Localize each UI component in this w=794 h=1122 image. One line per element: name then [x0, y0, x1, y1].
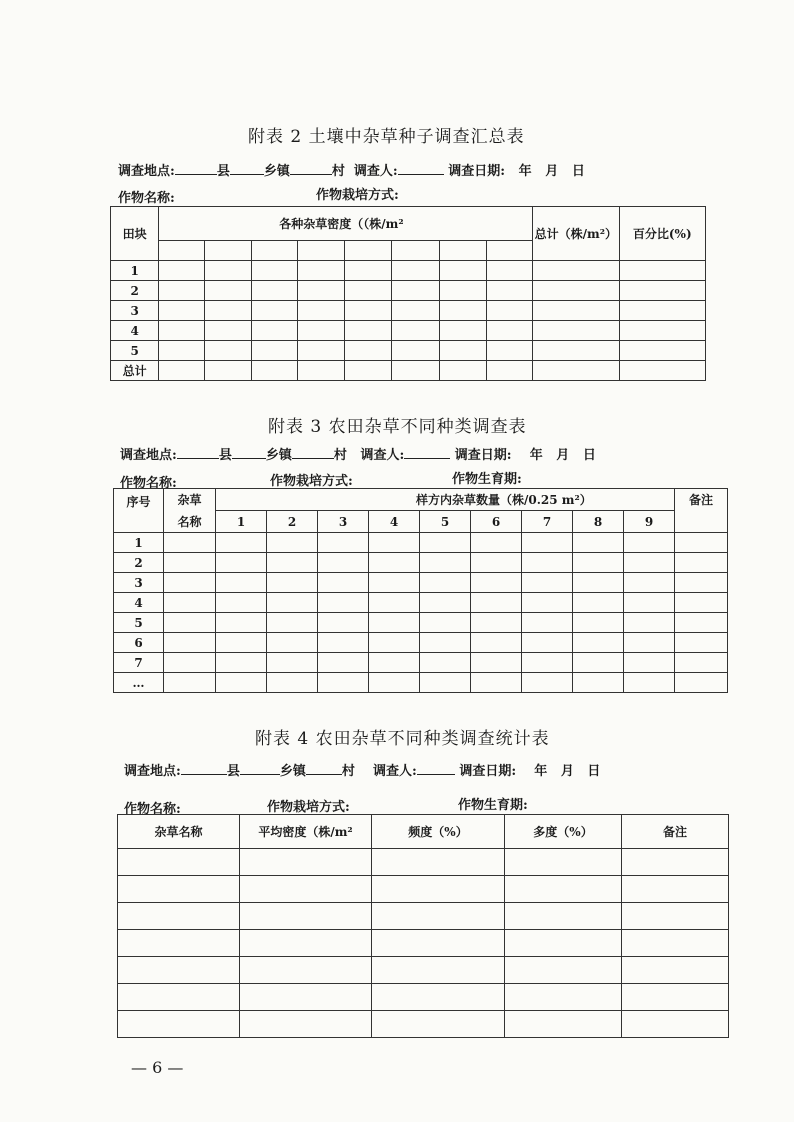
table-cell: 1 — [216, 511, 267, 533]
table-cell[interactable] — [420, 633, 471, 653]
table-cell[interactable] — [622, 849, 729, 876]
method-label: 作物栽培方式: — [270, 474, 353, 489]
table-cell: 1 — [111, 261, 159, 281]
header-percent: 百分比(%) — [619, 207, 706, 261]
table2-method-line — [316, 184, 399, 203]
table-cell[interactable] — [505, 876, 622, 903]
table-cell[interactable] — [251, 361, 297, 381]
table-cell[interactable] — [318, 613, 369, 633]
table-cell[interactable] — [345, 241, 392, 261]
table-cell[interactable] — [533, 321, 619, 341]
table-cell[interactable] — [240, 930, 372, 957]
village-blank[interactable] — [306, 762, 342, 775]
table-row — [118, 984, 729, 1011]
header-dominance: 多度（%） — [505, 815, 622, 849]
table-cell[interactable] — [624, 553, 675, 573]
table-cell[interactable] — [267, 633, 318, 653]
town-blank[interactable] — [232, 446, 266, 459]
table-cell[interactable] — [267, 553, 318, 573]
location-label: 调查地点: — [118, 164, 175, 179]
table-cell[interactable] — [505, 984, 622, 1011]
table-cell[interactable] — [522, 673, 573, 693]
table-cell[interactable] — [675, 653, 728, 673]
table-cell[interactable] — [486, 341, 532, 361]
table-cell[interactable] — [533, 261, 619, 281]
table-cell[interactable] — [471, 593, 522, 613]
table-cell[interactable] — [205, 261, 251, 281]
surveyor-blank[interactable] — [398, 162, 444, 175]
table-cell[interactable] — [297, 361, 344, 381]
table-cell[interactable] — [216, 613, 267, 633]
header-density: 各种杂草密度（（株/m² — [159, 207, 533, 241]
table-cell[interactable] — [439, 341, 486, 361]
table-cell: … — [114, 673, 164, 693]
stage-label: 作物生育期: — [458, 798, 528, 813]
table-cell[interactable] — [522, 653, 573, 673]
table-cell[interactable] — [372, 1011, 505, 1038]
table-cell[interactable] — [345, 361, 392, 381]
table-cell: 总计 — [111, 361, 159, 381]
table-cell[interactable] — [675, 613, 728, 633]
table-cell[interactable] — [619, 301, 706, 321]
table2-crop-line — [118, 187, 175, 206]
table-cell[interactable] — [619, 281, 706, 301]
table-cell[interactable] — [205, 321, 251, 341]
table-cell[interactable] — [573, 533, 624, 553]
crop-label: 作物名称: — [124, 802, 181, 817]
table-row — [114, 553, 728, 573]
table-cell[interactable] — [159, 241, 205, 261]
county-blank[interactable] — [181, 762, 227, 775]
table-cell[interactable] — [471, 613, 522, 633]
table-cell[interactable] — [318, 633, 369, 653]
table-cell: 8 — [573, 511, 624, 533]
page-number: — 6 — — [131, 1058, 184, 1077]
table-cell[interactable] — [675, 673, 728, 693]
table-row — [111, 301, 706, 321]
stage-label: 作物生育期: — [452, 472, 522, 487]
table-cell[interactable] — [624, 673, 675, 693]
table-cell[interactable] — [369, 673, 420, 693]
table-cell[interactable] — [164, 533, 216, 553]
table-cell[interactable] — [251, 241, 297, 261]
table-cell[interactable] — [486, 261, 532, 281]
table-cell[interactable] — [505, 930, 622, 957]
table-cell[interactable] — [624, 653, 675, 673]
table-cell[interactable] — [216, 593, 267, 613]
table-cell[interactable] — [533, 341, 619, 361]
county-blank[interactable] — [177, 446, 219, 459]
table-cell[interactable] — [522, 613, 573, 633]
table-cell[interactable] — [297, 341, 344, 361]
table-cell[interactable] — [118, 903, 240, 930]
table-cell[interactable] — [486, 241, 532, 261]
date-label: 调查日期: — [448, 164, 506, 179]
table-cell: 4 — [114, 593, 164, 613]
town-blank[interactable] — [230, 162, 264, 175]
table-cell[interactable] — [372, 957, 505, 984]
table-cell[interactable] — [505, 849, 622, 876]
table-cell[interactable] — [164, 633, 216, 653]
table-cell[interactable] — [471, 533, 522, 553]
table-cell[interactable] — [675, 593, 728, 613]
table4-location-line: 调查地点: 县 乡镇 村 调查人: 调查日期: 年 月 日 — [124, 764, 601, 779]
table-cell[interactable] — [622, 1011, 729, 1038]
table-cell[interactable] — [392, 301, 439, 321]
table-cell[interactable] — [216, 553, 267, 573]
table-cell[interactable] — [216, 653, 267, 673]
table-cell[interactable] — [573, 573, 624, 593]
table-row — [118, 876, 729, 903]
crop-label: 作物名称: — [120, 476, 177, 491]
table3-method-line — [270, 470, 353, 489]
table4-grid — [117, 814, 729, 1038]
table-row — [111, 261, 706, 281]
table-cell[interactable] — [619, 341, 706, 361]
table-cell[interactable] — [251, 301, 297, 321]
table-cell[interactable] — [439, 301, 486, 321]
table-cell[interactable] — [624, 593, 675, 613]
table-cell[interactable] — [420, 533, 471, 553]
table-cell[interactable] — [267, 613, 318, 633]
crop-label: 作物名称: — [118, 191, 175, 206]
table-cell[interactable] — [118, 849, 240, 876]
table-cell[interactable] — [372, 903, 505, 930]
table-cell[interactable] — [251, 341, 297, 361]
table-cell[interactable] — [251, 281, 297, 301]
table2-title: 附表 2 土壤中杂草种子调查汇总表 — [248, 127, 525, 147]
surveyor-label: 调查人: — [372, 764, 417, 779]
method-label: 作物栽培方式: — [267, 800, 350, 815]
table-cell[interactable] — [439, 261, 486, 281]
table-cell[interactable] — [392, 281, 439, 301]
table-cell[interactable] — [372, 876, 505, 903]
table-cell[interactable] — [619, 321, 706, 341]
table-cell[interactable] — [471, 653, 522, 673]
table-cell[interactable] — [675, 533, 728, 553]
table-cell[interactable] — [118, 984, 240, 1011]
table-cell[interactable] — [216, 633, 267, 653]
table-cell: 3 — [318, 511, 369, 533]
table-cell[interactable] — [240, 849, 372, 876]
table4-method-line — [267, 796, 350, 815]
surveyor-label: 调查人: — [360, 448, 405, 463]
table-cell[interactable] — [372, 984, 505, 1011]
table-cell[interactable] — [369, 613, 420, 633]
location-label: 调查地点: — [124, 764, 181, 779]
table-cell[interactable] — [619, 361, 706, 381]
table-cell[interactable] — [369, 573, 420, 593]
table-cell[interactable] — [622, 984, 729, 1011]
table-cell[interactable] — [675, 553, 728, 573]
table-cell[interactable] — [486, 321, 532, 341]
table-cell[interactable] — [369, 553, 420, 573]
table-cell[interactable] — [345, 341, 392, 361]
table-cell[interactable] — [369, 533, 420, 553]
table-row — [114, 633, 728, 653]
town-blank[interactable] — [240, 762, 280, 775]
table-cell[interactable] — [159, 321, 205, 341]
header-avg-density: 平均密度（株/m² — [240, 815, 372, 849]
table-cell[interactable] — [267, 673, 318, 693]
header-note: 备注 — [675, 489, 728, 533]
table-cell[interactable] — [486, 301, 532, 321]
table-cell[interactable] — [164, 673, 216, 693]
table-cell[interactable] — [164, 553, 216, 573]
table-cell[interactable] — [675, 633, 728, 653]
table-cell[interactable] — [486, 281, 532, 301]
table-cell[interactable] — [420, 593, 471, 613]
table-cell[interactable] — [318, 573, 369, 593]
header-plot: 田块 — [111, 207, 159, 261]
table-row — [114, 653, 728, 673]
table-cell[interactable] — [624, 533, 675, 553]
table-cell: 5 — [114, 613, 164, 633]
table-row — [111, 281, 706, 301]
table-cell[interactable] — [573, 553, 624, 573]
table-cell[interactable] — [118, 876, 240, 903]
table-cell[interactable] — [573, 633, 624, 653]
table-cell[interactable] — [522, 533, 573, 553]
table-cell[interactable] — [522, 633, 573, 653]
table-cell[interactable] — [240, 876, 372, 903]
table-cell[interactable] — [345, 281, 392, 301]
table-cell[interactable] — [159, 301, 205, 321]
table-cell: 1 — [114, 533, 164, 553]
table-cell[interactable] — [505, 1011, 622, 1038]
table-cell[interactable] — [318, 593, 369, 613]
table-cell[interactable] — [573, 593, 624, 613]
table2-location-line: 调查地点: 县 乡镇 村 调查人: 调查日期: 年 月 日 — [118, 164, 585, 179]
table-cell[interactable] — [573, 673, 624, 693]
table3-grid — [113, 488, 728, 693]
table-cell[interactable] — [159, 361, 205, 381]
table-cell: 3 — [111, 301, 159, 321]
table-cell[interactable] — [622, 957, 729, 984]
table-cell[interactable] — [624, 613, 675, 633]
table-cell[interactable] — [392, 241, 439, 261]
table-row — [111, 341, 706, 361]
table-cell[interactable] — [297, 261, 344, 281]
header-weed-name-2: 名称 — [164, 511, 216, 533]
table-cell: 9 — [624, 511, 675, 533]
table-row — [118, 957, 729, 984]
table-cell[interactable] — [369, 593, 420, 613]
table-cell[interactable] — [420, 653, 471, 673]
table-cell[interactable] — [471, 553, 522, 573]
table-cell[interactable] — [345, 301, 392, 321]
table-row — [111, 321, 706, 341]
table-cell: 4 — [369, 511, 420, 533]
table-cell[interactable] — [164, 653, 216, 673]
date-label: 调查日期: — [454, 448, 512, 463]
header-weed-name: 杂草名称 — [118, 815, 240, 849]
table-cell: 6 — [471, 511, 522, 533]
table-cell[interactable] — [345, 321, 392, 341]
table-cell: 2 — [111, 281, 159, 301]
table-cell[interactable] — [297, 281, 344, 301]
table-cell[interactable] — [118, 930, 240, 957]
table-cell[interactable] — [392, 261, 439, 281]
table-cell[interactable] — [420, 573, 471, 593]
table-cell[interactable] — [216, 573, 267, 593]
table-cell[interactable] — [159, 261, 205, 281]
table-cell[interactable] — [345, 261, 392, 281]
table-cell[interactable] — [318, 533, 369, 553]
table-cell[interactable] — [118, 957, 240, 984]
table-cell[interactable] — [240, 957, 372, 984]
table-cell[interactable] — [205, 361, 251, 381]
table-cell[interactable] — [439, 281, 486, 301]
header-note: 备注 — [622, 815, 729, 849]
table-cell[interactable] — [297, 241, 344, 261]
table-cell[interactable] — [533, 301, 619, 321]
table-cell[interactable] — [216, 533, 267, 553]
table-cell[interactable] — [118, 1011, 240, 1038]
date-label: 调查日期: — [459, 764, 517, 779]
table-cell[interactable] — [251, 321, 297, 341]
table-cell[interactable] — [573, 613, 624, 633]
header-weed-name-1: 杂草 — [164, 489, 216, 511]
table-cell[interactable] — [159, 341, 205, 361]
table-cell[interactable] — [505, 957, 622, 984]
table-cell[interactable] — [267, 573, 318, 593]
table3-location-line: 调查地点: 县 乡镇 村 调查人: 调查日期: 年 月 日 — [120, 448, 596, 463]
table-cell[interactable] — [205, 301, 251, 321]
table-cell[interactable] — [622, 930, 729, 957]
table-cell[interactable] — [372, 849, 505, 876]
header-total: 总计（株/m²） — [533, 207, 619, 261]
table-row — [118, 1011, 729, 1038]
table-cell[interactable] — [318, 653, 369, 673]
table-cell[interactable] — [297, 321, 344, 341]
table-cell[interactable] — [164, 613, 216, 633]
table-cell[interactable] — [420, 673, 471, 693]
table4-title: 附表 4 农田杂草不同种类调查统计表 — [255, 729, 550, 749]
table-cell[interactable] — [164, 593, 216, 613]
table-cell: 7 — [522, 511, 573, 533]
table-row — [118, 903, 729, 930]
table-cell[interactable] — [420, 553, 471, 573]
table-cell[interactable] — [392, 361, 439, 381]
table-cell: 3 — [114, 573, 164, 593]
table-cell[interactable] — [619, 261, 706, 281]
table-cell[interactable] — [522, 553, 573, 573]
table-cell[interactable] — [624, 633, 675, 653]
table-cell[interactable] — [439, 321, 486, 341]
table-row — [118, 849, 729, 876]
table-cell[interactable] — [505, 903, 622, 930]
table-cell[interactable] — [486, 361, 532, 381]
table-cell[interactable] — [675, 573, 728, 593]
table-cell[interactable] — [369, 653, 420, 673]
table-cell[interactable] — [267, 593, 318, 613]
village-blank[interactable] — [292, 446, 334, 459]
table-cell[interactable] — [372, 930, 505, 957]
table-cell[interactable] — [439, 241, 486, 261]
table-row — [114, 673, 728, 693]
table3-title: 附表 3 农田杂草不同种类调查表 — [268, 417, 527, 437]
header-sample: 样方内杂草数量（株/0.25 m²） — [216, 489, 675, 511]
table-cell: 4 — [111, 321, 159, 341]
header-frequency: 频度（%） — [372, 815, 505, 849]
table-cell[interactable] — [164, 573, 216, 593]
table-row — [114, 613, 728, 633]
table-cell[interactable] — [533, 281, 619, 301]
table-cell[interactable] — [267, 533, 318, 553]
table-row — [114, 533, 728, 553]
table-cell[interactable] — [573, 653, 624, 673]
table-row — [114, 593, 728, 613]
surveyor-label: 调查人: — [353, 164, 398, 179]
table-cell[interactable] — [471, 573, 522, 593]
table-cell[interactable] — [205, 281, 251, 301]
table-cell[interactable] — [420, 613, 471, 633]
table2-grid — [110, 206, 706, 381]
surveyor-blank[interactable] — [417, 762, 455, 775]
table-cell: 2 — [114, 553, 164, 573]
table-cell[interactable] — [624, 573, 675, 593]
table-cell: 5 — [420, 511, 471, 533]
table-cell[interactable] — [240, 984, 372, 1011]
table-cell[interactable] — [522, 573, 573, 593]
table-cell[interactable] — [533, 361, 619, 381]
header-no: 序号 — [114, 489, 164, 533]
table-cell[interactable] — [297, 301, 344, 321]
table-cell[interactable] — [205, 241, 251, 261]
table-cell: 7 — [114, 653, 164, 673]
table-row-total — [111, 361, 706, 381]
table-cell[interactable] — [251, 261, 297, 281]
table-cell[interactable] — [318, 673, 369, 693]
table-cell[interactable] — [240, 903, 372, 930]
table-cell[interactable] — [240, 1011, 372, 1038]
surveyor-blank[interactable] — [404, 446, 450, 459]
table-row — [118, 930, 729, 957]
table-cell[interactable] — [392, 341, 439, 361]
table-cell: 6 — [114, 633, 164, 653]
location-label: 调查地点: — [120, 448, 177, 463]
table-cell[interactable] — [216, 673, 267, 693]
table-cell[interactable] — [471, 673, 522, 693]
table-cell[interactable] — [318, 553, 369, 573]
table-cell[interactable] — [471, 633, 522, 653]
table-cell[interactable] — [622, 903, 729, 930]
table4-stage-line — [458, 794, 528, 813]
table-cell[interactable] — [205, 341, 251, 361]
table3-stage-line — [452, 468, 522, 487]
table-cell[interactable] — [622, 876, 729, 903]
county-blank[interactable] — [175, 162, 217, 175]
table-cell: 2 — [267, 511, 318, 533]
table-cell: 5 — [111, 341, 159, 361]
table-cell[interactable] — [369, 633, 420, 653]
method-label: 作物栽培方式: — [316, 188, 399, 203]
table-cell[interactable] — [439, 361, 486, 381]
table-cell[interactable] — [267, 653, 318, 673]
table-cell[interactable] — [392, 321, 439, 341]
table-cell[interactable] — [522, 593, 573, 613]
village-blank[interactable] — [290, 162, 332, 175]
table-row — [114, 573, 728, 593]
table-cell[interactable] — [159, 281, 205, 301]
